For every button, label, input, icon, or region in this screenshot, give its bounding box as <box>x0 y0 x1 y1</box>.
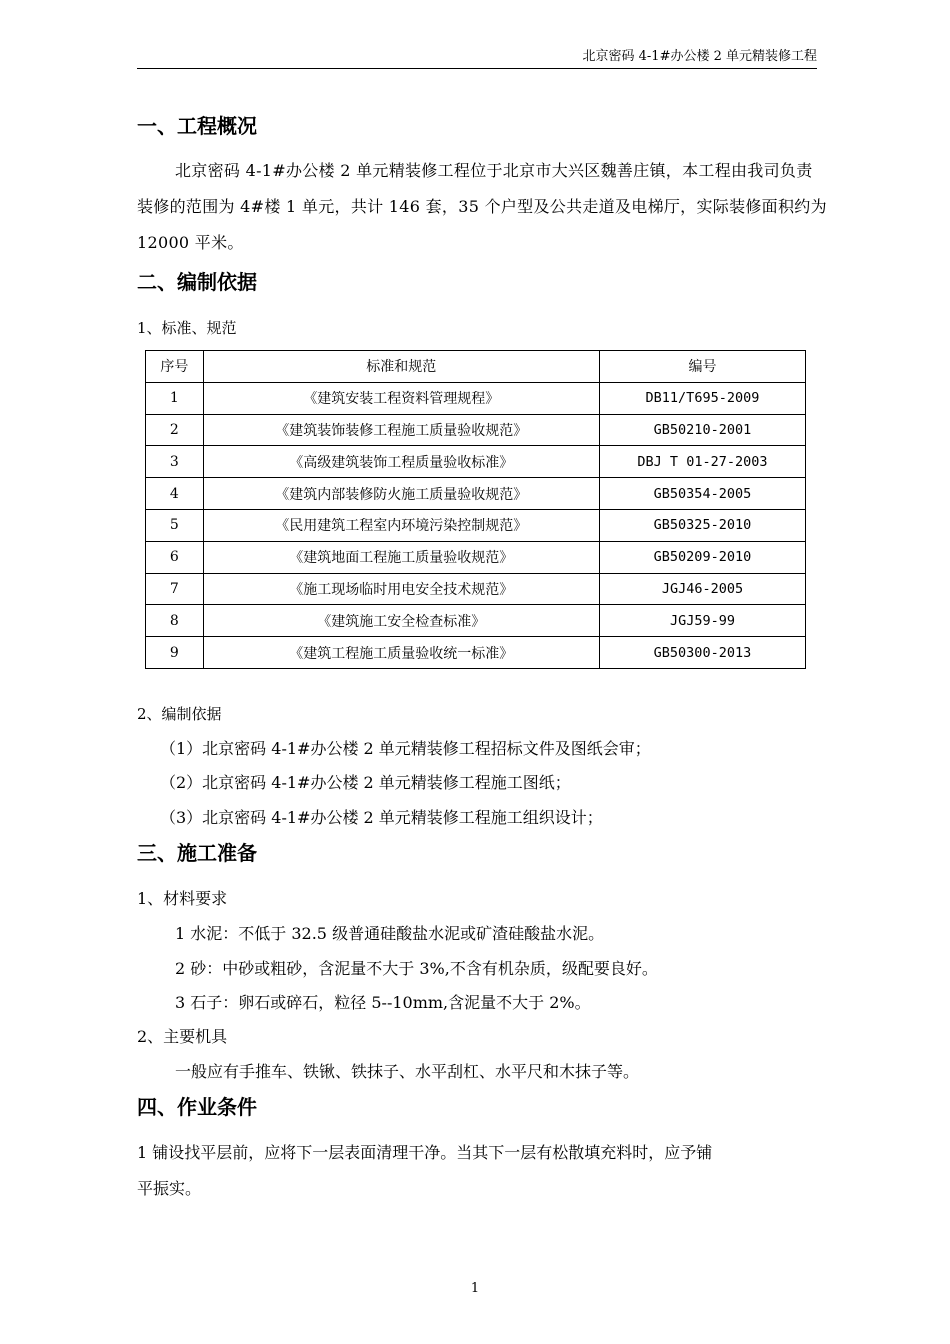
row-number: 6 <box>146 541 204 573</box>
standard-code: GB50300-2013 <box>599 637 805 669</box>
header-title: 北京密码 4-1#办公楼 2 单元精装修工程 <box>582 49 817 64</box>
condition-line: 平振实。 <box>137 1179 202 1198</box>
material-item: 3 石子：卵石或碎石，粒径 5--10mm,含泥量不大于 2%。 <box>175 993 591 1012</box>
materials-subheading: 1、材料要求 <box>137 889 228 908</box>
standard-code: GB50325-2010 <box>599 509 805 541</box>
standard-name: 《民用建筑工程室内环境污染控制规范》 <box>203 509 599 541</box>
standard-name: 《建筑施工安全检查标准》 <box>203 605 599 637</box>
row-number: 3 <box>146 446 204 478</box>
row-number: 2 <box>146 414 204 446</box>
row-number: 8 <box>146 605 204 637</box>
row-number: 1 <box>146 382 204 414</box>
table-row <box>146 637 806 669</box>
material-item: 2 砂：中砂或粗砂，含泥量不大于 3%,不含有机杂质，级配要良好。 <box>175 959 658 978</box>
section-1-heading: 一、工程概况 <box>137 114 257 138</box>
standard-code: GB50210-2001 <box>599 414 805 446</box>
standard-name: 《高级建筑装饰工程质量验收标准》 <box>203 446 599 478</box>
standard-name: 《建筑内部装修防火施工质量验收规范》 <box>203 478 599 510</box>
row-number: 4 <box>146 478 204 510</box>
basis-subheading: 2、编制依据 <box>137 705 222 723</box>
table-row <box>146 541 806 573</box>
table-row <box>146 382 806 414</box>
standard-code: JGJ59-99 <box>599 605 805 637</box>
row-number: 7 <box>146 573 204 605</box>
section-4-heading: 四、作业条件 <box>137 1095 257 1119</box>
tools-subheading: 2、主要机具 <box>137 1027 228 1046</box>
standard-name: 《建筑地面工程施工质量验收规范》 <box>203 541 599 573</box>
material-item: 1 水泥：不低于 32.5 级普通硅酸盐水泥或矿渣硅酸盐水泥。 <box>175 924 605 943</box>
table-row <box>146 605 806 637</box>
table-row <box>146 509 806 541</box>
page-header <box>137 48 817 69</box>
table-header-cell: 序号 <box>146 351 204 383</box>
standards-subheading: 1、标准、规范 <box>137 319 237 337</box>
row-number: 9 <box>146 637 204 669</box>
table-row <box>146 478 806 510</box>
standards-table <box>145 350 806 669</box>
tools-text: 一般应有手推车、铁锹、铁抹子、水平刮杠、水平尺和木抹子等。 <box>175 1062 640 1081</box>
row-number: 5 <box>146 509 204 541</box>
standard-code: DB11/T695-2009 <box>599 382 805 414</box>
section-3-heading: 三、施工准备 <box>137 841 257 865</box>
standard-name: 《建筑安装工程资料管理规程》 <box>203 382 599 414</box>
standard-name: 《建筑工程施工质量验收统一标准》 <box>203 637 599 669</box>
standard-code: GB50209-2010 <box>599 541 805 573</box>
table-header-cell: 标准和规范 <box>203 351 599 383</box>
table-row <box>146 414 806 446</box>
table-header-row <box>146 351 806 383</box>
section-1-paragraph: 北京密码 4-1#办公楼 2 单元精装修工程位于北京市大兴区魏善庄镇，本工程由我司负责装修的范围为 4#楼 1 单元，共计 146 套，35 个户型及公共走道及电梯厅，实际装修面积约为 12000 平米。 <box>137 161 827 252</box>
table-row <box>146 573 806 605</box>
standard-code: JGJ46-2005 <box>599 573 805 605</box>
standard-name: 《施工现场临时用电安全技术规范》 <box>203 573 599 605</box>
basis-item: （3）北京密码 4-1#办公楼 2 单元精装修工程施工组织设计； <box>160 808 603 827</box>
section-2-heading: 二、编制依据 <box>137 270 257 294</box>
table-header-cell: 编号 <box>599 351 805 383</box>
condition-line: 1 铺设找平层前，应将下一层表面清理干净。当其下一层有松散填充料时，应予铺 <box>137 1143 713 1162</box>
standard-code: DBJ T 01-27-2003 <box>599 446 805 478</box>
basis-item: （2）北京密码 4-1#办公楼 2 单元精装修工程施工图纸； <box>160 773 571 792</box>
standard-name: 《建筑装饰装修工程施工质量验收规范》 <box>203 414 599 446</box>
standard-code: GB50354-2005 <box>599 478 805 510</box>
basis-item: （1）北京密码 4-1#办公楼 2 单元精装修工程招标文件及图纸会审； <box>160 739 651 758</box>
page-number: 1 <box>470 1281 480 1296</box>
table-row <box>146 446 806 478</box>
